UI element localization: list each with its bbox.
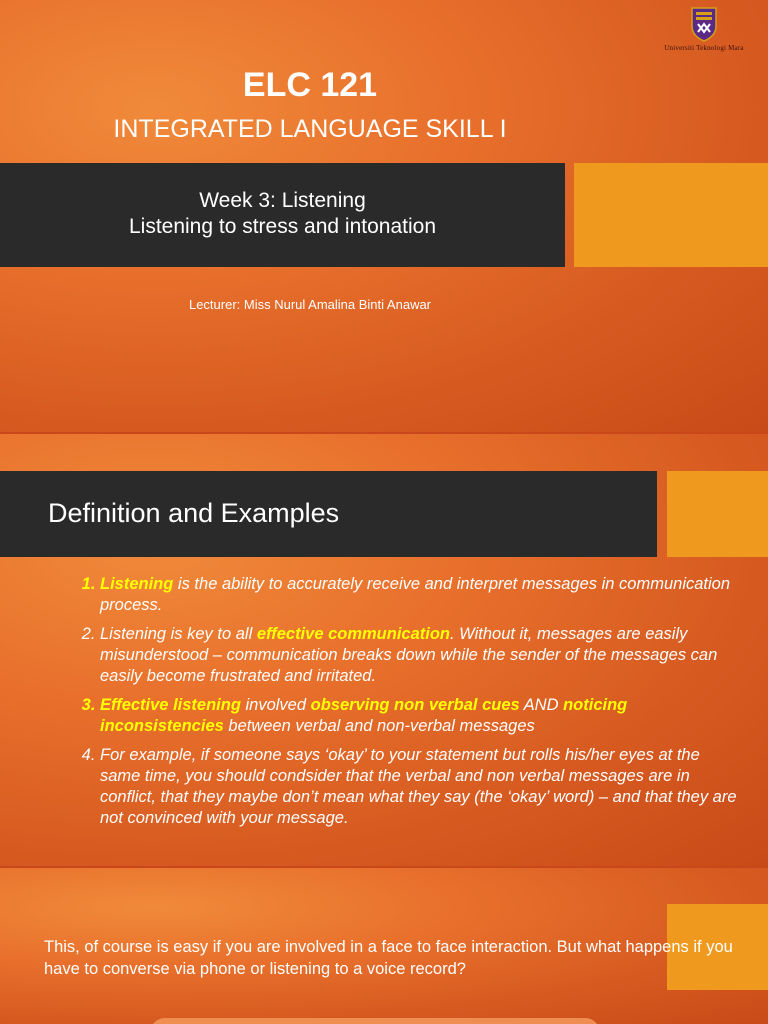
accent-box — [574, 163, 768, 267]
definition-text: . Without it, messages are easily misunderstood – communication breaks down while the sender of the messages can easily become frustrated and irritated. — [100, 625, 718, 685]
decorative-pill — [150, 1018, 600, 1024]
definition-text: For example, if someone says ‘okay’ to your statement but rolls his/her eyes at the same time, you should condsider that the verbal and non verbal messages are in conflict, that they maybe don’t mean what they say (the ‘okay’ word) – and that they are not convinced with your message. — [100, 746, 737, 827]
week-heading — [0, 188, 565, 240]
uitm-crest-icon — [654, 6, 754, 42]
logo-text: Universiti Teknologi Mara — [664, 44, 744, 52]
course-name: INTEGRATED LANGUAGE SKILL I — [113, 115, 507, 143]
question-slide — [0, 868, 768, 1024]
definition-item — [100, 574, 740, 616]
university-logo — [654, 6, 754, 52]
course-code: ELC 121 — [242, 66, 378, 104]
definition-text: involved — [240, 696, 311, 714]
definition-slide — [0, 434, 768, 866]
definition-item — [100, 745, 740, 829]
section-title: Definition and Examples — [48, 498, 340, 528]
question-paragraph: This, of course is easy if you are involved in a face to face interaction. But what happens if you have to converse via phone or listening to a voice record? — [44, 938, 733, 978]
definition-text: between verbal and non-verbal messages — [223, 717, 535, 735]
highlighted-term: Effective listening — [100, 696, 241, 714]
title-slide — [0, 0, 768, 432]
highlighted-term: effective communication — [256, 625, 451, 643]
definition-text: is the ability to accurately receive and interpret messages in communication process. — [100, 575, 731, 614]
highlighted-term: noticing inconsistencies — [100, 696, 628, 735]
definition-list — [62, 574, 740, 837]
week-line-1: Week 3: Listening — [199, 189, 366, 212]
highlighted-term: Listening — [100, 575, 174, 593]
definition-item — [100, 624, 740, 687]
highlighted-term: observing non verbal cues — [310, 696, 520, 714]
definition-item — [100, 695, 740, 737]
definition-text: Listening is key to all — [100, 625, 257, 643]
lecturer-name: Lecturer: Miss Nurul Amalina Binti Anawar — [188, 297, 432, 312]
week-line-2: Listening to stress and intonation — [128, 215, 437, 238]
accent-box — [667, 471, 768, 557]
definition-text: AND — [519, 696, 564, 714]
